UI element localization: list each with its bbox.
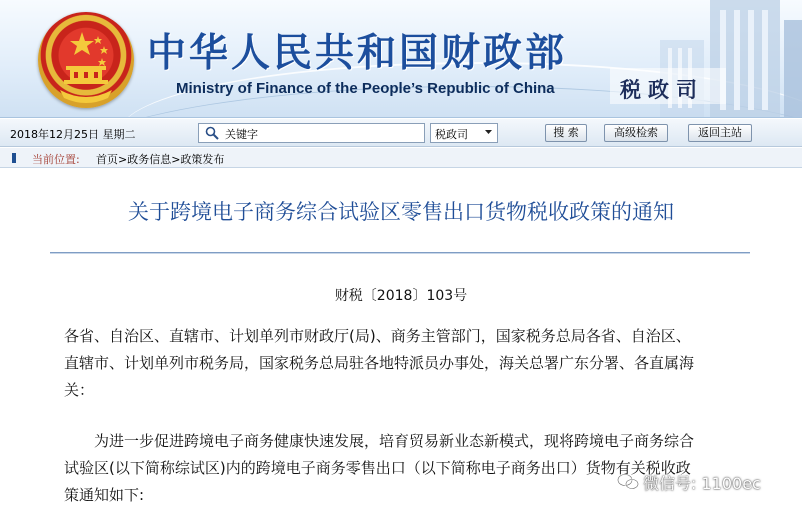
- article-title: 关于跨境电子商务综合试验区零售出口货物税收政策的通知: [128, 200, 674, 224]
- breadcrumb-separator: >: [171, 153, 181, 166]
- document-number: 财税〔2018〕103号: [334, 288, 468, 304]
- breadcrumb-separator: >: [118, 153, 128, 166]
- paragraph-line: 策通知如下:: [64, 486, 145, 504]
- paragraph-line: 各省、自治区、直辖市、计划单列市财政厅(局)、商务主管部门，国家税务总局各省、自治区、: [64, 327, 691, 345]
- breadcrumb-item-gov-info[interactable]: 政务信息: [127, 153, 172, 166]
- watermark-text: 微信号: 1100ec: [643, 474, 761, 493]
- current-date: 2018年12月25日 星期二: [10, 128, 136, 141]
- wechat-watermark: [617, 471, 799, 495]
- body-paragraph: [64, 428, 754, 509]
- toolbar: [0, 119, 802, 147]
- site-title-en: Ministry of Finance of the People’s Republic of China: [176, 80, 555, 97]
- title-divider: [50, 252, 750, 254]
- national-emblem: [38, 12, 134, 108]
- search-input[interactable]: [225, 126, 420, 141]
- breadcrumb-item-home[interactable]: 首页: [96, 153, 118, 166]
- breadcrumb-marker: [12, 153, 16, 163]
- wechat-icon: [617, 473, 639, 491]
- chevron-down-icon: [484, 127, 493, 136]
- advanced-search-button[interactable]: 高级检索: [604, 124, 668, 142]
- search-button[interactable]: 搜 索: [545, 124, 587, 142]
- department-label: 税政司: [620, 78, 704, 102]
- search-icon: [205, 126, 219, 140]
- scope-select[interactable]: [430, 123, 498, 143]
- breadcrumb-label: 当前位置:: [32, 153, 80, 166]
- paragraph-line: 为进一步促进跨境电子商务健康快速发展，培育贸易新业态新模式，现将跨境电子商务综合: [94, 432, 695, 450]
- paragraph-line: 直辖市、计划单列市税务局，国家税务总局驻各地特派员办事处，海关总署广东分署、各直属海: [64, 354, 695, 372]
- breadcrumb: [0, 148, 802, 168]
- home-button[interactable]: 返回主站: [688, 124, 752, 142]
- breadcrumb-item-policy[interactable]: 政策发布: [180, 153, 225, 166]
- site-title-cn: 中华人民共和国财政部: [147, 30, 568, 76]
- search-box[interactable]: [198, 123, 425, 143]
- paragraph-line: 试验区(以下简称综试区)内的跨境电子商务零售出口（以下简称电子商务出口）货物有关税收政: [64, 459, 691, 477]
- scope-select-value: 税政司: [435, 128, 468, 141]
- paragraph-line: 关：: [64, 381, 95, 399]
- breadcrumb-links: [96, 151, 224, 167]
- recipients-paragraph: [64, 323, 754, 404]
- header-banner: [0, 0, 802, 118]
